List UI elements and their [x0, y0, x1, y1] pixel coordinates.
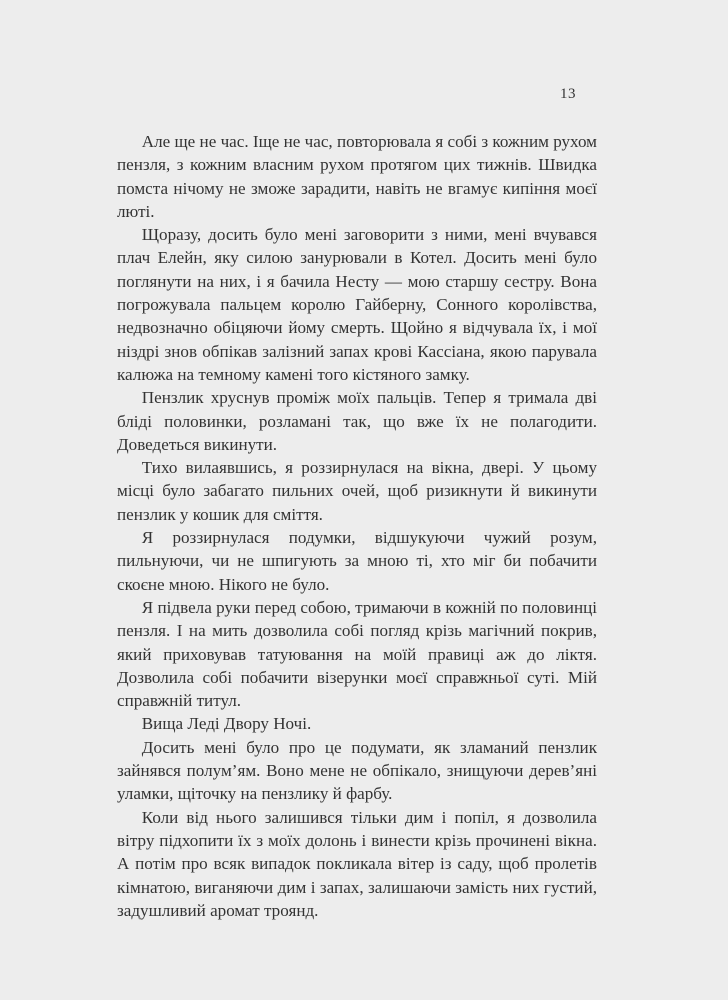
paragraph: Щоразу, досить було мені заговорити з ними, мені вчувався плач Елейн, яку силою занурювали в Котел. Досить мені було поглянути на них, і я бачила Несту — мою старшу сестру. Вона погрожувала пальцем королю Гайберну, Сонного королівства, недвозначно обіцяючи йому смерть. Щойно я відчувала їх, і мої ніздрі знов обпікав залізний запах крові Кассіана, якою парувала калюжа на темному камені того кістяного замку. — [117, 225, 597, 384]
paragraph: Тихо вилаявшись, я роззирнулася на вікна, двері. У цьому місці було забагато пильних очей, щоб ризикнути й викинути пензлик у кошик для сміття. — [117, 458, 597, 524]
page-number: 13 — [560, 86, 576, 102]
paragraph: Досить мені було про це подумати, як зламаний пензлик зайнявся полум’ям. Воно мене не обпікало, знищуючи дерев’яні уламки, щіточку на пензлику й фарбу. — [117, 737, 597, 804]
paragraph: Коли від нього залишився тільки дим і попіл, я дозволила вітру підхопити їх з моїх долонь і винести крізь прочинені вікна. А потім про всяк випадок покликала вітер із саду, щоб пролетів кімнатою, виганяючи дим і запах, залишаючи замість них густий, задушливий аромат троянд. — [117, 807, 597, 920]
body-text — [117, 130, 597, 922]
paragraph: Пензлик хруснув проміж моїх пальців. Тепер я тримала дві бліді половинки, розламані так, що вже їх не полагодити. Доведеться викинути. — [117, 388, 597, 454]
paragraph: Я роззирнулася подумки, відшукуючи чужий розум, пильнуючи, чи не шпигують за мною ті, хто міг би побачити скоєне мною. Нікого не було. — [117, 528, 597, 594]
paragraph: Але ще не час. Іще не час, повторювала я собі з кожним рухом пензля, з кожним власним рухом протягом цих тижнів. Швидка помста нічому не зможе зарадити, навіть не вгамує кипіння моєї люті. — [117, 132, 597, 221]
paragraph: Вища Леді Двору Ночі. — [141, 714, 312, 734]
paragraph: Я підвела руки перед собою, тримаючи в кожній по половинці пензля. І на мить дозволила собі погляд крізь магічний покрив, який приховував татуювання на моїй правиці аж до ліктя. Дозволила собі побачити візерунки моєї справжньої суті. Мій справжній титул. — [117, 597, 597, 711]
